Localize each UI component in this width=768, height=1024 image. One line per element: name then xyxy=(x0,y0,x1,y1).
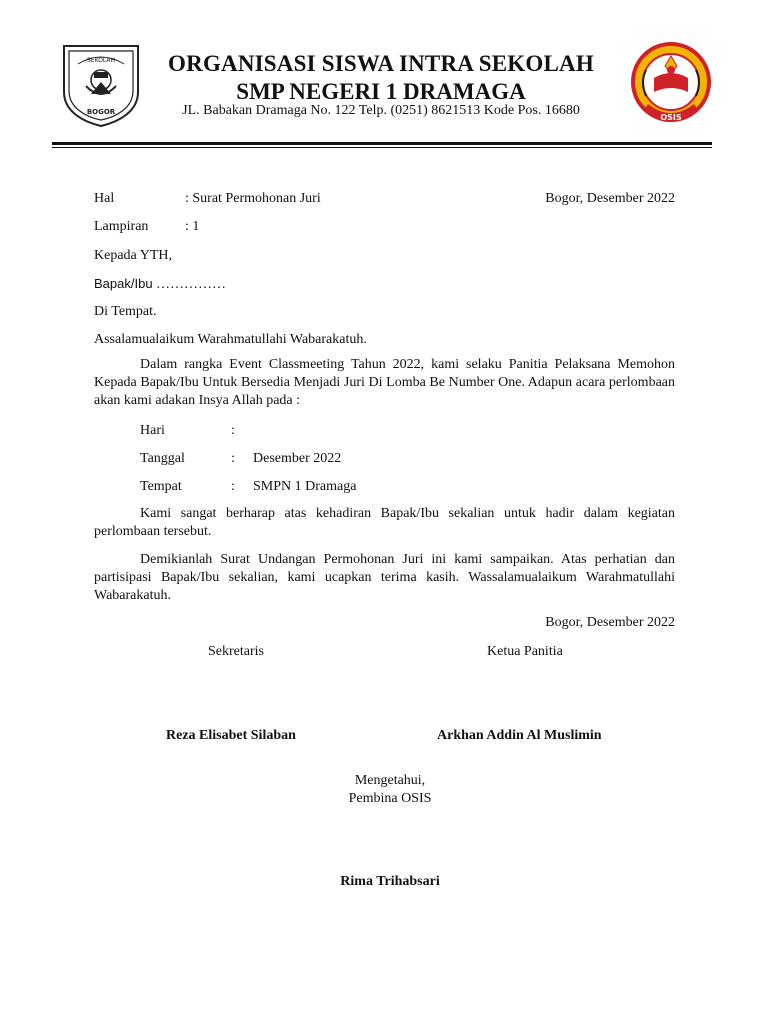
acknowledged-label: Mengetahui, xyxy=(354,773,426,788)
osis-logo xyxy=(624,40,718,130)
detail-date-label: Tanggal xyxy=(140,451,185,466)
advisor-name: Rima Trihabsari xyxy=(340,874,440,889)
attachment-label: Lampiran xyxy=(94,219,149,234)
recipient-placeholder: …………… xyxy=(156,277,227,292)
detail-day-label: Hari xyxy=(140,423,165,438)
attachment-value: : 1 xyxy=(185,219,200,234)
letter-place-date: Bogor, Desember 2022 xyxy=(545,191,675,206)
body-paragraph-1: Dalam rangka Event Classmeeting Tahun 2022, kami selaku Panitia Pelaksana Memohon Kepada Bapak/Ibu Untuk Bersedia Menjadi Juri Di Lomba Be Number One. Adapun acara perlombaan akan kami adakan Insya Allah pada : xyxy=(94,357,675,408)
school-emblem-logo xyxy=(58,42,144,128)
body-paragraph-3: Demikianlah Surat Undangan Permohonan Juri ini kami sampaikan. Atas perhatian dan partisipasi Bapak/Ibu sekalian, kami ucapkan terima kasih. Wassalamualaikum Warahmatullahi Wabarakatuh. xyxy=(94,552,675,603)
detail-place-value: SMPN 1 Dramaga xyxy=(253,479,357,494)
recipient-name: Bapak/Ibu xyxy=(94,276,153,291)
secretary-name: Reza Elisabet Silaban xyxy=(166,728,296,743)
addressee-line: Kepada YTH, xyxy=(94,248,173,263)
detail-date-colon: : xyxy=(231,451,235,466)
school-name: SMP NEGERI 1 DRAMAGA xyxy=(236,79,526,104)
svg-text:SEKOLAH: SEKOLAH xyxy=(86,57,116,64)
organization-title: ORGANISASI SISWA INTRA SEKOLAH xyxy=(168,51,594,76)
letterhead-rule-thick xyxy=(52,142,712,145)
advisor-title: Pembina OSIS xyxy=(348,791,432,806)
signature-place-date: Bogor, Desember 2022 xyxy=(545,615,675,630)
chair-title: Ketua Panitia xyxy=(487,644,563,659)
right-logo-caption: OSIS xyxy=(660,113,682,122)
detail-day-colon: : xyxy=(231,423,235,438)
detail-place-colon: : xyxy=(231,479,235,494)
detail-date-value: Desember 2022 xyxy=(253,451,342,466)
opening-greeting: Assalamualaikum Warahmatullahi Wabarakatuh. xyxy=(94,332,367,347)
letterhead-rule-thin xyxy=(52,147,712,148)
body-paragraph-2: Kami sangat berharap atas kehadiran Bapak/Ibu sekalian untuk hadir dalam kegiatan perlombaan tersebut. xyxy=(94,506,675,539)
left-logo-caption: BOGOR xyxy=(86,108,116,116)
chair-name: Arkhan Addin Al Muslimin xyxy=(437,728,602,743)
location-line: Di Tempat. xyxy=(94,304,157,319)
subject-value: : Surat Permohonan Juri xyxy=(185,191,321,206)
recipient-line xyxy=(94,275,226,293)
school-address: JL. Babakan Dramaga No. 122 Telp. (0251) 8621513 Kode Pos. 16680 xyxy=(182,103,580,118)
detail-place-label: Tempat xyxy=(140,479,182,494)
subject-label: Hal xyxy=(94,191,115,206)
secretary-title: Sekretaris xyxy=(208,644,264,659)
